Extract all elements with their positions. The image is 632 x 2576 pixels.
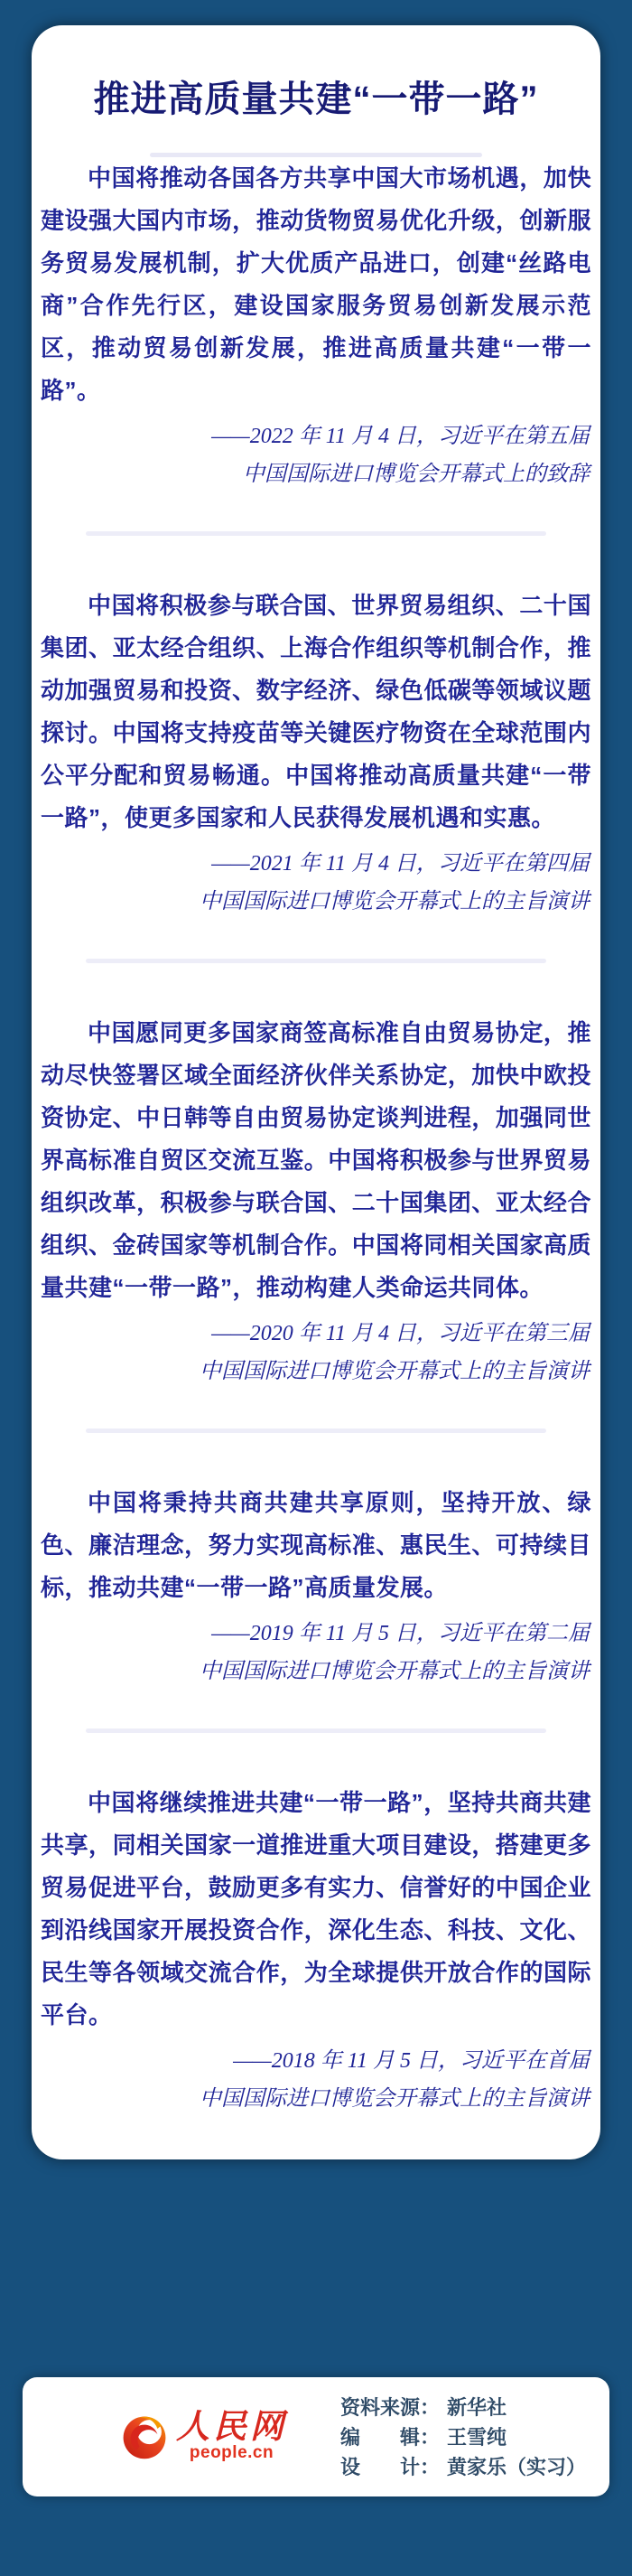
- quote-section-2021: [41, 585, 591, 921]
- quote-paragraph: 中国愿同更多国家商签高标准自由贸易协定，推动尽快签署区域全面经济伙伴关系协定，加快中欧投资协定、中日韩等自由贸易协定谈判进程，加强同世界高标准自贸区交流互鉴。中国将积极参与世界贸易组织改革，积极参与联合国、二十国集团、亚太经合组织、金砖国家等机制合作。中国将同相关国家高质量共建“一带一路”，推动构建人类命运共同体。: [41, 1019, 591, 1301]
- attribution: [41, 2042, 590, 2118]
- attribution-line: 中国国际进口博览会开幕式上的主旨演讲: [200, 1660, 590, 1683]
- quote-paragraph: 中国将秉持共商共建共享原则，坚持开放、绿色、廉洁理念，努力实现高标准、惠民生、可持续目标，推动共建“一带一路”高质量发展。: [41, 1489, 591, 1601]
- credit-value: 新华社: [446, 2395, 507, 2419]
- logo-text: [176, 2409, 287, 2462]
- section-divider: [86, 959, 546, 963]
- quote-section-2022: [41, 157, 591, 493]
- quote-section-2020: [41, 1012, 591, 1391]
- attribution-line: ——2019 年 11 月 5 日，习近平在第二届: [211, 1622, 590, 1645]
- attribution: [41, 1615, 590, 1691]
- section-divider: [86, 531, 546, 536]
- attribution-line: 中国国际进口博览会开幕式上的主旨演讲: [200, 2087, 590, 2111]
- attribution-line: 中国国际进口博览会开幕式上的致辞: [243, 463, 590, 486]
- quote-section-2019: [41, 1482, 591, 1691]
- section-divider: [86, 1728, 546, 1733]
- credit-label: 设 计：: [339, 2455, 440, 2478]
- swirl-globe-icon: [120, 2412, 169, 2461]
- attribution-line: ——2021 年 11 月 4 日，习近平在第四届: [211, 852, 590, 876]
- attribution-line: ——2018 年 11 月 5 日，习近平在首届: [233, 2049, 590, 2073]
- footer-card: [23, 2377, 609, 2496]
- page-title: 推进高质量共建“一带一路”: [93, 80, 539, 119]
- credit-label: 编 辑：: [339, 2425, 440, 2449]
- page-background: [0, 25, 632, 2576]
- attribution: [41, 1315, 590, 1391]
- attribution-line: 中国国际进口博览会开幕式上的主旨演讲: [200, 890, 590, 913]
- quote-paragraph: 中国将继续推进共建“一带一路”，坚持共商共建共享，同相关国家一道推进重大项目建设，搭建更多贸易促进平台，鼓励更多有实力、信誉好的中国企业到沿线国家开展投资合作，深化生态、科技、文化、民生等各领域交流合作，为全球提供开放合作的国际平台。: [41, 1789, 591, 2028]
- quote-section-2018: [41, 1782, 591, 2118]
- logo-chinese-wordmark: 人民网: [176, 2409, 287, 2446]
- attribution-line: 中国国际进口博览会开幕式上的主旨演讲: [200, 1360, 590, 1383]
- people-cn-logo: [120, 2409, 287, 2462]
- credit-row-source: [340, 2393, 586, 2422]
- credit-row-editor: [340, 2422, 586, 2452]
- section-divider: [86, 1429, 546, 1433]
- quote-paragraph: 中国将积极参与联合国、世界贸易组织、二十国集团、亚太经合组织、上海合作组织等机制合作，推动加强贸易和投资、数字经济、绿色低碳等领域议题探讨。中国将支持疫苗等关键医疗物资在全球范围内公平分配和贸易畅通。中国将推动高质量共建“一带一路”，使更多国家和人民获得发展机遇和实惠。: [41, 592, 591, 831]
- quote-paragraph: 中国将推动各国各方共享中国大市场机遇，加快建设强大国内市场，推动货物贸易优化升级，创新服务贸易发展机制，扩大优质产品进口，创建“丝路电商”合作先行区，建设国家服务贸易创新发展示范区，推动贸易创新发展，推进高质量共建“一带一路”。: [41, 164, 591, 404]
- attribution: [41, 417, 590, 493]
- attribution-line: ——2022 年 11 月 4 日，习近平在第五届: [211, 425, 590, 448]
- main-card: [32, 25, 600, 2159]
- attribution-line: ——2020 年 11 月 4 日，习近平在第三届: [211, 1322, 590, 1345]
- credit-row-designer: [340, 2452, 586, 2482]
- credits-block: [340, 2393, 586, 2482]
- credit-value: 黄家乐（实习）: [446, 2455, 586, 2478]
- logo-domain-text: people.cn: [189, 2443, 274, 2462]
- credit-label: 资料来源：: [339, 2395, 440, 2419]
- attribution: [41, 845, 590, 921]
- credit-value: 王雪纯: [446, 2425, 507, 2449]
